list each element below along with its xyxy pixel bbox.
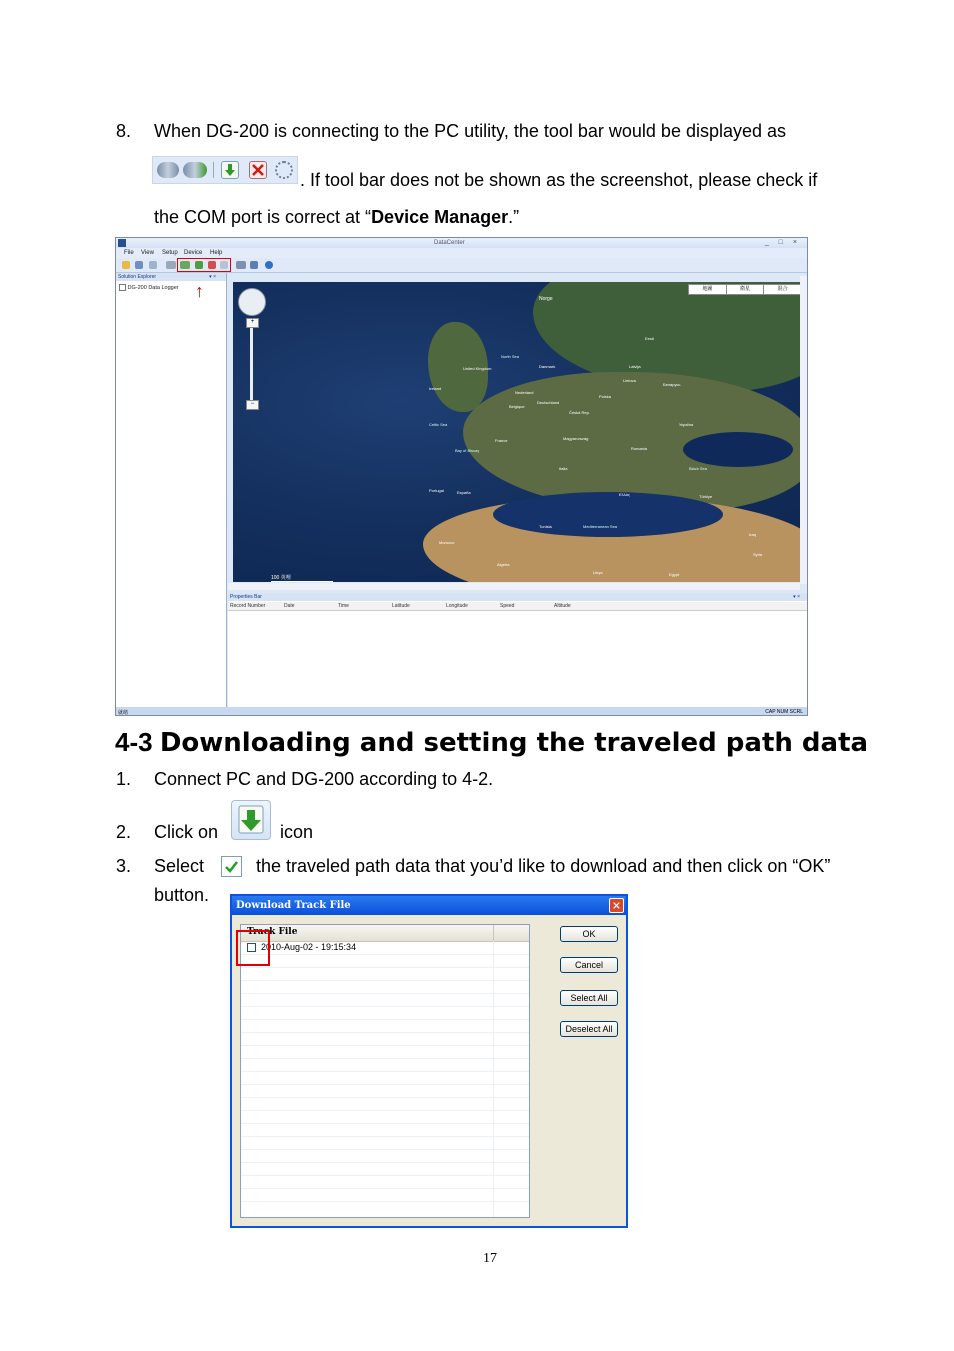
column-header[interactable]: Latitude	[392, 603, 410, 609]
disconnect-icon	[157, 162, 179, 178]
step-1-text: Connect PC and DG-200 according to 4-2.	[154, 769, 494, 789]
step-8-line-2: . If tool bar does not be shown as the screenshot, please check if	[300, 170, 818, 190]
step-3-pre: Select	[154, 856, 205, 876]
map-label: Danmark	[539, 364, 556, 369]
map-label: Algeria	[497, 562, 510, 567]
menu-view[interactable]: View	[141, 250, 154, 256]
step-3-post: the traveled path data that you’d like to download and then click on “OK”	[256, 856, 831, 876]
zoom-in-button[interactable]: +	[246, 318, 259, 328]
list-item[interactable]	[241, 941, 529, 955]
map-label: Black Sea	[689, 466, 708, 471]
map-label: España	[457, 490, 471, 495]
map-horizontal-scrollbar[interactable]	[228, 583, 800, 590]
column-header[interactable]: Speed	[500, 603, 515, 609]
menu-device[interactable]: Device	[184, 250, 203, 256]
checkbox-icon	[221, 856, 242, 877]
map-label: Eesti	[645, 336, 654, 341]
delete-icon	[249, 161, 267, 179]
map-label: Mediterranean Sea	[583, 524, 618, 529]
download-icon	[221, 161, 239, 179]
mediterranean	[493, 492, 723, 537]
save-icon[interactable]	[135, 261, 143, 269]
map-label: North Sea	[501, 354, 520, 359]
track-file-list	[240, 924, 530, 1218]
properties-columns	[228, 602, 808, 611]
close-button[interactable]: ×	[609, 898, 624, 913]
properties-header: Properties Bar ▾ ×	[228, 593, 808, 601]
connect-icon	[183, 162, 207, 178]
map-label: Polska	[599, 394, 612, 399]
map-type-buttons	[688, 284, 800, 295]
menu-help[interactable]: Help	[210, 250, 223, 256]
map-button[interactable]: 地圖	[689, 285, 727, 294]
map-label: Iraq	[749, 532, 756, 537]
separator	[213, 162, 214, 178]
step-2-pre: Click on	[154, 822, 219, 842]
open-icon[interactable]	[122, 261, 130, 269]
map-label: Lietuva	[623, 378, 636, 383]
map-label: Norge	[539, 296, 553, 302]
step-2-post: icon	[280, 822, 314, 842]
window-title: DataCenter	[434, 240, 465, 246]
map-label: Belgique	[509, 404, 525, 409]
zoom-out-button[interactable]: −	[246, 400, 259, 410]
map-label: Italia	[559, 466, 568, 471]
disconnect-icon[interactable]	[166, 261, 176, 269]
map-label: Беларусь	[663, 382, 681, 387]
map-label: Latvija	[629, 364, 641, 369]
solution-explorer-panel	[116, 273, 227, 707]
solution-explorer-header: Solution Explorer ▾ ×	[116, 273, 226, 281]
satellite-map[interactable]	[233, 282, 800, 582]
title-bar	[116, 238, 807, 248]
column-header[interactable]: Date	[284, 603, 295, 609]
step-2-number: 2.	[116, 822, 132, 842]
status-bar: 就绪 CAP NUM SCRL	[116, 707, 807, 716]
window-controls[interactable]: _ □ ×	[764, 239, 801, 246]
checkbox-highlight	[236, 930, 270, 966]
black-sea	[683, 432, 793, 467]
satellite-button[interactable]: 衛星	[727, 285, 765, 294]
map-label: Morocco	[439, 540, 455, 545]
track-item-label: 2010-Aug-02 - 19:15:34	[261, 942, 357, 952]
map-label: Magyarország	[563, 436, 589, 441]
map-label: Egypt	[669, 572, 680, 577]
toolbar-highlight	[177, 258, 231, 272]
dialog-title-bar	[232, 896, 626, 915]
deselect-all-button[interactable]: Deselect All	[560, 1021, 618, 1037]
app-icon	[118, 239, 126, 247]
cancel-button[interactable]: Cancel	[560, 957, 618, 973]
globe-icon[interactable]	[250, 261, 258, 269]
settings-icon	[275, 161, 293, 179]
app-screenshot	[115, 237, 808, 716]
map-label: Deutschland	[537, 400, 560, 405]
step-1-number: 1.	[116, 769, 132, 789]
map-label: Bay of Biscay	[455, 448, 480, 453]
pan-control[interactable]	[238, 288, 266, 316]
map-label: France	[495, 438, 508, 443]
search-icon[interactable]	[149, 261, 157, 269]
map-label: Україна	[679, 422, 694, 427]
map-vertical-scrollbar[interactable]	[800, 276, 808, 584]
menu-file[interactable]: File	[124, 250, 134, 256]
tree-item[interactable]: DG-200 Data Logger	[119, 284, 179, 291]
tree-checkbox[interactable]	[119, 284, 126, 291]
map-scale: 100 英哩	[271, 574, 333, 582]
step-8-line-1: When DG-200 is connecting to the PC utility, the tool bar would be displayed as	[154, 121, 787, 141]
info-icon[interactable]	[265, 261, 273, 269]
track-file-column[interactable]: Track File	[247, 927, 298, 937]
map-label: Ireland	[429, 386, 442, 391]
column-header[interactable]: Longitude	[446, 603, 468, 609]
menu-setup[interactable]: Setup	[162, 250, 178, 256]
step-8-number: 8.	[116, 121, 132, 141]
map-label: Nederland	[515, 390, 534, 395]
export-icon[interactable]	[236, 261, 246, 269]
map-label: Česká Rep.	[569, 410, 590, 415]
column-header[interactable]: Time	[338, 603, 349, 609]
map-label: Ελλάς	[619, 492, 630, 497]
page-number: 17	[483, 1251, 497, 1266]
map-label: Syria	[753, 552, 763, 557]
zoom-slider[interactable]	[250, 318, 253, 408]
download-dialog	[230, 894, 628, 1228]
map-label: Türkiye	[699, 494, 713, 499]
list-header	[241, 925, 529, 942]
red-arrow: ↑	[195, 281, 204, 301]
map-label: Portugal	[429, 488, 444, 493]
toolbar-image	[152, 156, 298, 184]
column-header[interactable]: Altitude	[554, 603, 571, 609]
map-label: Libya	[593, 570, 603, 575]
hybrid-button[interactable]: 混合	[777, 286, 788, 292]
step-3-line-2: button.	[154, 885, 210, 905]
map-label: Romania	[631, 446, 648, 451]
download-icon	[231, 800, 271, 840]
map-label: Celtic Sea	[429, 422, 448, 427]
map-label: United Kingdom	[463, 366, 492, 371]
select-all-button[interactable]: Select All	[560, 990, 618, 1006]
menu-bar	[116, 248, 807, 258]
section-heading: 4-3 Downloading and setting the traveled path data	[115, 727, 869, 758]
step-3-number: 3.	[116, 856, 132, 876]
column-header[interactable]: Record Number	[230, 603, 266, 609]
dialog-title: Download Track File	[236, 900, 351, 911]
step-8-line-3: the COM port is correct at “Device Manager.”	[154, 207, 520, 227]
ok-button[interactable]: OK	[560, 926, 618, 942]
map-label: Tunisia	[539, 524, 552, 529]
